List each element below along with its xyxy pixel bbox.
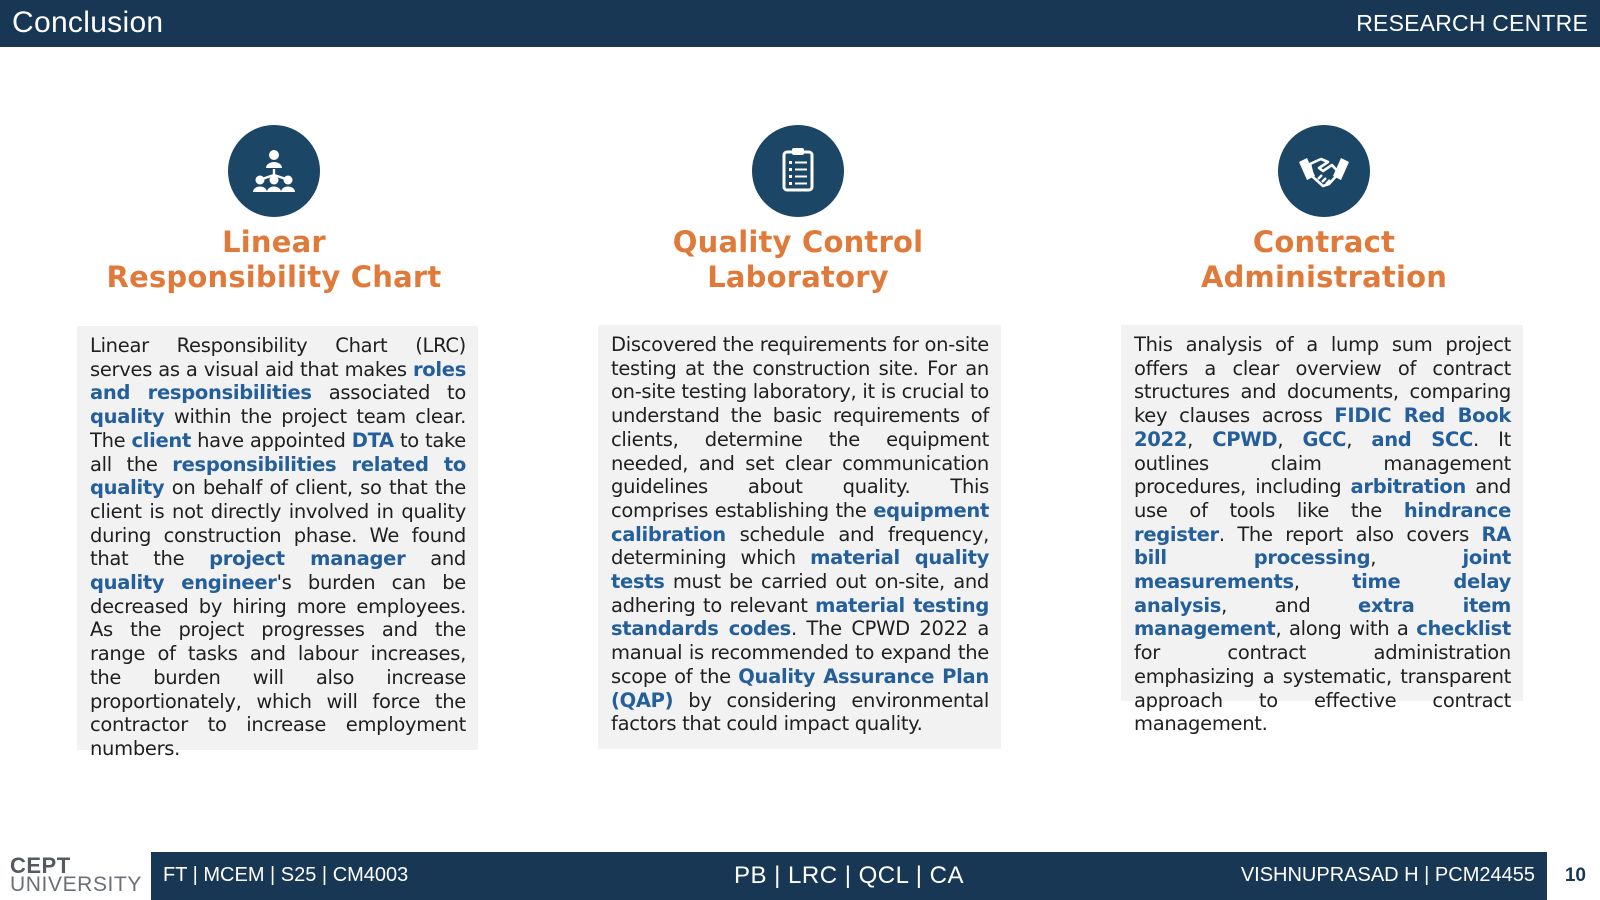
slide-title: Conclusion [12, 6, 164, 39]
body-text: to take all the [90, 428, 467, 476]
highlighted-term: project manager [209, 547, 406, 571]
body-text: and use of tools like the [1134, 475, 1512, 522]
highlighted-term: client [131, 428, 192, 452]
body-text: on behalf of client, so that the client is not directly involved in quality during construction phase. We found that the [90, 476, 466, 571]
highlighted-term: Quality Assurance Plan (QAP) [611, 664, 989, 712]
body-text: , [1346, 427, 1372, 451]
page-number: 10 [1564, 865, 1586, 886]
body-text: Discovered the requirements for on-site testing at the construction site. For an on-site testing laboratory, it is crucial to understand the basic requirements of clients, determine the equipment needed, and set clear communication guidelines about quality. This comprises establishing the [611, 333, 989, 522]
body-text: Linear Responsibility Chart (LRC) serves as a visual aid that makes [90, 334, 466, 381]
highlighted-term: checklist [1416, 617, 1511, 641]
highlighted-term: DTA [351, 428, 394, 452]
highlighted-term: material quality tests [611, 546, 990, 594]
column-heading: Quality Control Laboratory [672, 225, 924, 294]
header-org-label: RESEARCH CENTRE [1356, 10, 1588, 36]
highlighted-term: RA bill processing [1134, 522, 1511, 570]
column-lrc [54, 125, 494, 295]
footer-section-nav: PB | LRC | QCL | CA [733, 862, 965, 889]
body-text: , [1277, 427, 1303, 451]
column-heading: Contract Administration [1200, 225, 1448, 294]
body-text: have appointed [191, 428, 352, 452]
body-text: This analysis of a lump sum project offers a clear overview of contract structures and documents, comparing key clauses across [1134, 333, 1511, 428]
body-text: . It outlines claim management procedures, including [1134, 427, 1511, 499]
highlighted-term: GCC [1302, 427, 1347, 451]
clipboard-checklist-icon [752, 125, 844, 217]
body-text: . The report also covers [1218, 522, 1482, 546]
highlighted-term: roles and responsibilities [90, 357, 466, 405]
highlighted-term: CPWD [1212, 427, 1278, 451]
body-text: and [405, 547, 466, 571]
body-text: associated to [311, 381, 466, 405]
body-text: within the project team clear. The [90, 405, 466, 452]
body-text: schedule and frequency, determining which [611, 522, 989, 570]
body-text: must be carried out on-site, and adhering to relevant [611, 570, 989, 617]
highlighted-term: responsibilities related to quality [90, 452, 466, 500]
cept-university-logo: CEPT UNIVERSITY [10, 853, 143, 896]
highlighted-term: time delay analysis [1134, 570, 1511, 617]
highlighted-term: equipment calibration [611, 498, 989, 546]
body-text: , [1370, 546, 1463, 570]
column-ca [1104, 125, 1544, 295]
body-text: 's burden can be decreased by hiring more employees. As the project progresses and the range of tasks and labour increases, the burden will also increase proportionately, which will force the contractor to increase employment numbers. [90, 571, 466, 760]
body-text: , and [1221, 593, 1359, 617]
highlighted-term: FIDIC Red Book 2022 [1134, 404, 1511, 451]
footer-author: VISHNUPRASAD H | PCM24455 [1240, 864, 1535, 886]
footer-bar [151, 852, 1547, 900]
highlighted-term: and SCC [1371, 427, 1474, 451]
body-text: for contract administration emphasizing a systematic, transparent approach to effective contract management. [1134, 641, 1511, 736]
highlighted-term: material testing standards codes [611, 593, 989, 641]
highlighted-term: hindrance register [1134, 498, 1511, 546]
column-heading: Linear Responsibility Chart [106, 225, 442, 294]
highlighted-term: arbitration [1350, 475, 1467, 499]
body-text: , along with a [1275, 617, 1417, 641]
footer-course-info: FT | MCEM | S25 | CM4003 [163, 864, 409, 886]
highlighted-term: quality [90, 405, 165, 429]
body-text: , [1293, 570, 1353, 594]
highlighted-term: joint measurements [1134, 546, 1511, 594]
highlighted-term: extra item management [1134, 593, 1511, 641]
qcl-description [598, 325, 1001, 749]
handshake-icon [1278, 125, 1370, 217]
org-chart-icon [228, 125, 320, 217]
body-text: , [1187, 427, 1213, 451]
highlighted-term: quality engineer [90, 571, 277, 595]
column-qcl [578, 125, 1018, 295]
body-text: by considering environmental factors that could impact quality. [611, 688, 989, 736]
header-bar [0, 0, 1600, 47]
ca-description [1121, 325, 1523, 736]
lrc-description [77, 326, 478, 760]
body-text: . The CPWD 2022 a manual is recommended to expand the scope of the [611, 617, 989, 688]
